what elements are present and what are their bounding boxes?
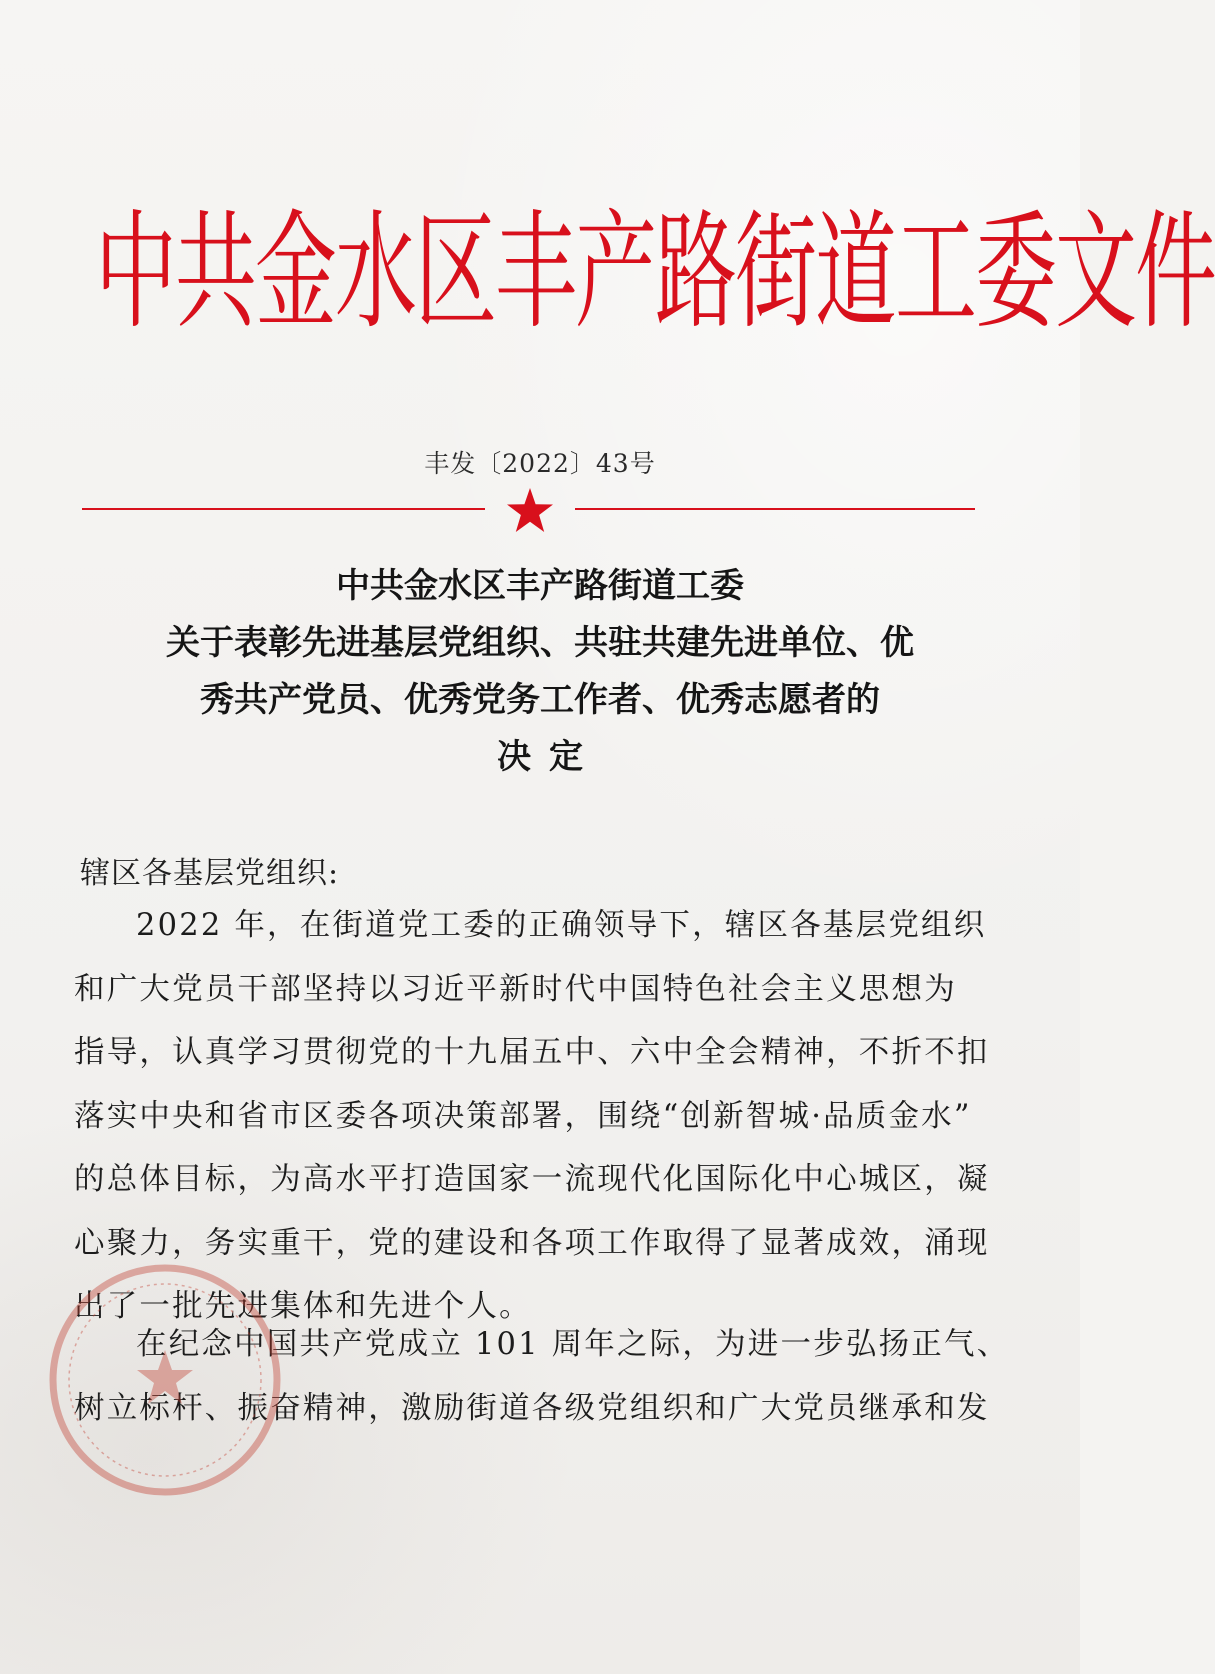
red-rule-right — [575, 508, 975, 510]
body-line: 2022 年，在街道党工委的正确领导下，辖区各基层党组织 — [136, 908, 987, 943]
body-line: 出了一批先进集体和先进个人。 — [74, 1289, 532, 1324]
document-number: 丰发〔2022〕43号 — [424, 449, 656, 478]
title-line: 秀共产党员、优秀党务工作者、优秀志愿者的 — [200, 680, 880, 720]
red-rule-left — [82, 508, 485, 510]
decision-title — [70, 558, 1010, 786]
title-line: 决定 — [497, 737, 601, 777]
body-line: 树立标杆、振奋精神，激励街道各级党组织和广大党员继承和发 — [74, 1390, 990, 1426]
body-line: 落实中央和省市区委各项决策部署，围绕“创新智城·品质金水” — [74, 1098, 972, 1134]
official-seal — [40, 1255, 290, 1505]
body-line: 在纪念中国共产党成立 101 周年之际，为进一步弘扬正气、 — [136, 1327, 1010, 1362]
masthead-title: 中共金水区丰产路街道工委文件 — [95, 199, 1215, 347]
body-line: 的总体目标，为高水平打造国家一流现代化国际化中心城区，凝 — [74, 1162, 990, 1197]
body-line: 心聚力，务实重干，党的建设和各项工作取得了显著成效，涌现 — [74, 1225, 990, 1261]
body-line: 和广大党员干部坚持以习近平新时代中国特色社会主义思想为 — [74, 971, 957, 1007]
salutation: 辖区各基层党组织: — [80, 856, 340, 891]
body-line: 指导，认真学习贯彻党的十九届五中、六中全会精神，不折不扣 — [74, 1035, 990, 1070]
star-icon — [506, 487, 554, 533]
title-line: 关于表彰先进基层党组织、共驻共建先进单位、优 — [166, 623, 914, 663]
title-line: 中共金水区丰产路街道工委 — [336, 566, 744, 606]
